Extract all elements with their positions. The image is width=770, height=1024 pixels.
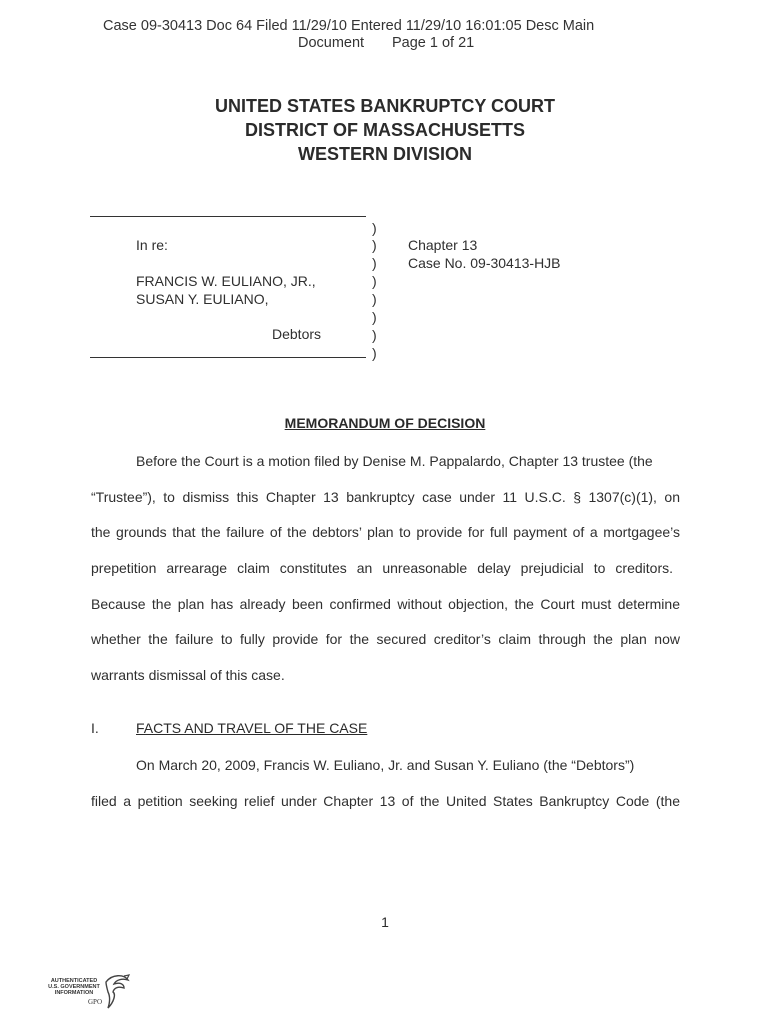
body-line: whether the failure to fully provide for the secured creditor’s claim through the plan now: [91, 631, 680, 647]
body-line: Before the Court is a motion filed by Denise M. Pappalardo, Chapter 13 trustee (the: [136, 453, 653, 469]
body-line: prepetition arrearage claim constitutes an unreasonable delay prejudicial to creditors.: [91, 560, 673, 576]
caption-paren: ): [372, 237, 377, 253]
caption-in-re: In re:: [136, 237, 168, 253]
caption-paren: ): [372, 327, 377, 343]
body-line: “Trustee”), to dismiss this Chapter 13 bankruptcy case under 11 U.S.C. § 1307(c)(1), on: [91, 489, 680, 505]
caption-debtors-label: Debtors: [272, 326, 322, 342]
body-line: Because the plan has already been confirmed without objection, the Court must determine: [91, 596, 680, 612]
caption-paren: ): [372, 255, 377, 271]
gpo-seal-line: AUTHENTICATED: [50, 978, 98, 984]
court-name: UNITED STATES BANKRUPTCY COURT: [214, 96, 555, 116]
caption-paren: ): [372, 220, 377, 236]
section-title: FACTS AND TRAVEL OF THE CASE: [136, 720, 368, 736]
court-division: WESTERN DIVISION: [297, 144, 472, 164]
page-number: 1: [381, 914, 389, 930]
body-line: On March 20, 2009, Francis W. Euliano, Jr. and Susan Y. Euliano (the “Debtors”): [136, 757, 635, 773]
caption-paren: ): [372, 345, 377, 361]
body-line: the grounds that the failure of the debtors’ plan to provide for full payment of a mortgagee’s: [91, 524, 680, 540]
gpo-seal-text: [44, 978, 104, 996]
section-number: I.: [91, 720, 99, 736]
eagle-icon: [102, 972, 132, 1012]
body-line: filed a petition seeking relief under Chapter 13 of the United States Bankruptcy Code (the: [91, 793, 680, 809]
gpo-authentication-seal: [44, 972, 132, 1014]
caption-bottom-rule: [90, 357, 366, 358]
caption-debtor-1: FRANCIS W. EULIANO, JR.,: [136, 273, 316, 289]
caption-paren: ): [372, 273, 377, 289]
docket-header-page: Page 1 of 21: [392, 35, 475, 51]
caption-debtor-2: SUSAN Y. EULIANO,: [136, 291, 269, 307]
body-line: warrants dismissal of this case.: [91, 667, 285, 683]
docket-header-document: Document: [298, 35, 365, 51]
caption-case-number: Case No. 09-30413-HJB: [408, 255, 561, 271]
caption-chapter: Chapter 13: [408, 237, 478, 253]
gpo-mark: GPO: [88, 998, 103, 1006]
docket-header-line1: Case 09-30413 Doc 64 Filed 11/29/10 Entered 11/29/10 16:01:05 Desc Main: [103, 18, 595, 34]
gpo-seal-line: U.S. GOVERNMENT: [48, 984, 100, 990]
caption-paren: ): [372, 291, 377, 307]
caption-top-rule: [90, 216, 366, 217]
gpo-seal-line: INFORMATION: [54, 990, 94, 996]
caption-paren: ): [372, 309, 377, 325]
court-district: DISTRICT OF MASSACHUSETTS: [244, 120, 525, 140]
memorandum-title: MEMORANDUM OF DECISION: [284, 415, 486, 431]
